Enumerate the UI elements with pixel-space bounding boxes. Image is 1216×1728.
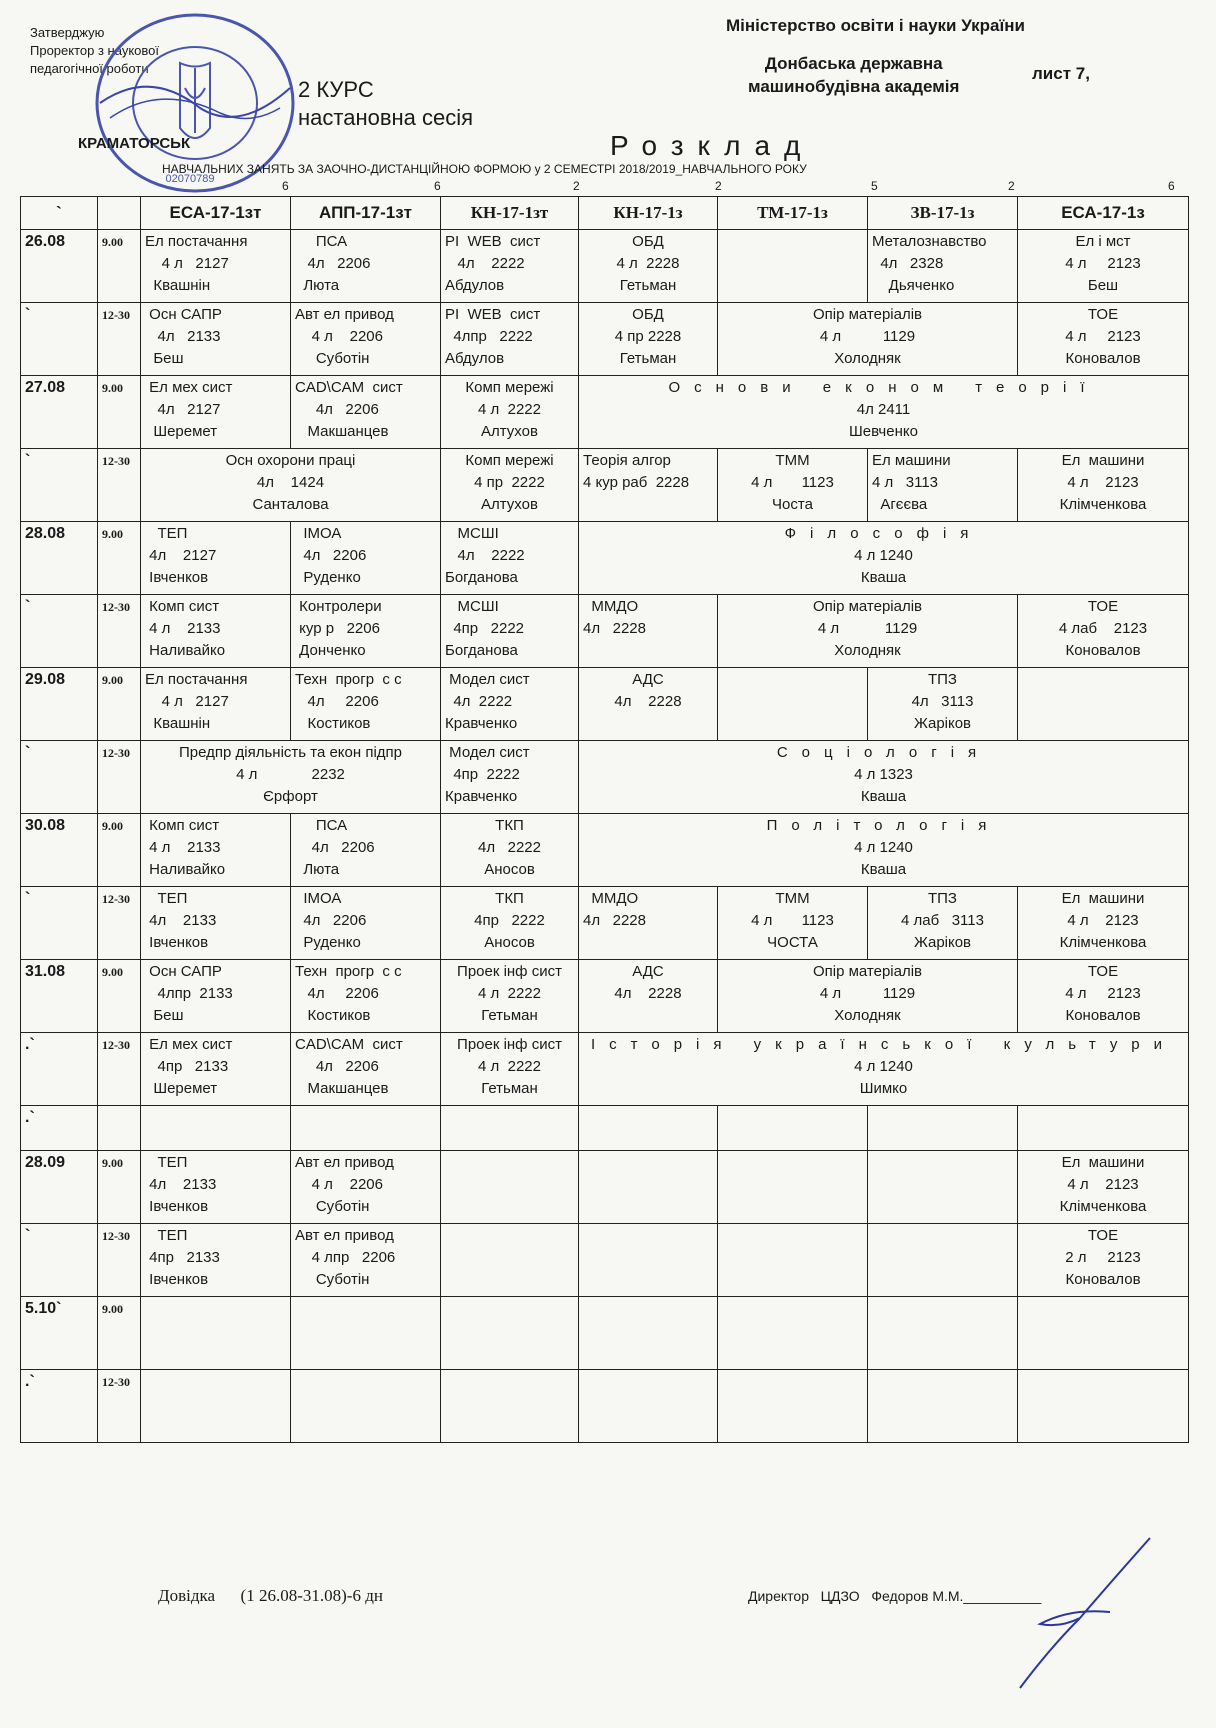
class-cell: Ел і мст 4 л 2123 Беш: [1018, 230, 1189, 303]
class-cell: [579, 1151, 718, 1224]
class-cell: [1018, 1106, 1189, 1151]
joint-class-teacher: Кваша: [860, 788, 907, 805]
class-cell: [718, 1106, 868, 1151]
col-group: ЕСА-17-1з: [1018, 197, 1189, 230]
time-cell: 9.00: [98, 230, 141, 303]
class-cell: [1018, 1370, 1189, 1443]
count: 2: [1008, 179, 1015, 193]
date-cell: 28.08: [21, 522, 98, 595]
approval-line: Затверджую: [30, 25, 105, 40]
class-cell: [1018, 1297, 1189, 1370]
class-cell: [441, 1370, 579, 1443]
class-cell: ТЕП 4пр 2133 Івченков: [141, 1224, 291, 1297]
table-row: [21, 1370, 1189, 1443]
date-cell: 5.10`: [21, 1297, 98, 1370]
class-cell: ТОЕ 2 л 2123 Коновалов: [1018, 1224, 1189, 1297]
date-cell: `: [21, 303, 98, 376]
table-row: [21, 230, 1189, 303]
class-cell: Ел машини 4 л 2123 Клімченкова: [1018, 887, 1189, 960]
class-cell: [291, 1370, 441, 1443]
joint-class-detail: 4 л 1240: [854, 1058, 913, 1075]
class-cell: ТОЕ 4 л 2123 Коновалов: [1018, 303, 1189, 376]
class-cell: Ел машини 4 л 2123 Клімченкова: [1018, 1151, 1189, 1224]
table-row: [21, 1297, 1189, 1370]
date-cell: 27.08: [21, 376, 98, 449]
time-cell: 9.00: [98, 668, 141, 741]
joint-class-title: Філософія: [784, 525, 983, 542]
col-group: ТМ-17-1з: [718, 197, 868, 230]
table-row: [21, 1151, 1189, 1224]
joint-class-cell: [579, 376, 1189, 449]
class-cell: ТЕП 4л 2127 Івченков: [141, 522, 291, 595]
col-group: АПП-17-1зт: [291, 197, 441, 230]
approval-line: Проректор з наукової: [30, 43, 159, 58]
joint-class-cell: [579, 814, 1189, 887]
academy-label: [748, 52, 959, 98]
class-cell: Проек інф сист 4 л 2222 Гетьман: [441, 960, 579, 1033]
class-cell: [291, 1106, 441, 1151]
class-cell: Ел постачання 4 л 2127 Квашнін: [141, 668, 291, 741]
class-cell: Модел сист 4л 2222 Кравченко: [441, 668, 579, 741]
time-cell: 12-30: [98, 741, 141, 814]
col-group: КН-17-1зт: [441, 197, 579, 230]
date-cell: 26.08: [21, 230, 98, 303]
class-cell: РІ WEB сист 4л 2222 Абдулов: [441, 230, 579, 303]
class-cell: Металознавство 4л 2328 Дьяченко: [868, 230, 1018, 303]
joint-class-teacher: Шимко: [859, 1080, 908, 1097]
class-cell: [868, 1151, 1018, 1224]
class-cell: Комп мережі 4 л 2222 Алтухов: [441, 376, 579, 449]
joint-class-teacher: Кваша: [860, 569, 907, 586]
class-cell: [868, 1106, 1018, 1151]
class-cell: [1018, 668, 1189, 741]
count: 5: [871, 179, 878, 193]
col-group: КН-17-1з: [579, 197, 718, 230]
class-cell: [718, 1224, 868, 1297]
joint-class-teacher: Кваша: [860, 861, 907, 878]
class-cell: ММДО 4л 2228: [579, 887, 718, 960]
class-cell: Ел мех сист 4пр 2133 Шеремет: [141, 1033, 291, 1106]
academy-line: машинобудівна академія: [748, 77, 960, 96]
class-cell: Комп сист 4 л 2133 Наливайко: [141, 595, 291, 668]
class-cell: ТММ 4 л 1123 ЧОСТА: [718, 887, 868, 960]
joint-class-detail: 4 л 1240: [854, 839, 913, 856]
time-cell: 9.00: [98, 814, 141, 887]
table-row: [21, 814, 1189, 887]
class-cell: [718, 1151, 868, 1224]
class-cell: [441, 1151, 579, 1224]
date-cell: .`: [21, 1106, 98, 1151]
table-row: [21, 595, 1189, 668]
class-cell: ММДО 4л 2228: [579, 595, 718, 668]
time-cell: 12-30: [98, 887, 141, 960]
class-cell: ТКП 4л 2222 Аносов: [441, 814, 579, 887]
class-cell: ТЕП 4л 2133 Івченков: [141, 887, 291, 960]
table-row: [21, 887, 1189, 960]
class-cell: Авт ел привод 4 л 2206 Суботін: [291, 303, 441, 376]
class-cell: [718, 1297, 868, 1370]
class-cell: Ел постачання 4 л 2127 Квашнін: [141, 230, 291, 303]
date-cell: 31.08: [21, 960, 98, 1033]
class-cell: АДС 4л 2228: [579, 668, 718, 741]
class-cell: Опір матеріалів 4 л 1129 Холодняк: [718, 595, 1018, 668]
course-info: [298, 76, 473, 132]
class-cell: Комп мережі 4 пр 2222 Алтухов: [441, 449, 579, 522]
class-cell: Ел машини 4 л 3113 Агєєва: [868, 449, 1018, 522]
class-cell: ТММ 4 л 1123 Чоста: [718, 449, 868, 522]
class-cell: Предпр діяльність та екон підпр 4 л 2232 Єрфорт: [141, 741, 441, 814]
col-group: ЕСА-17-1зт: [141, 197, 291, 230]
count: 2: [715, 179, 722, 193]
class-cell: [718, 668, 868, 741]
time-cell: 9.00: [98, 1151, 141, 1224]
class-cell: [579, 1297, 718, 1370]
class-cell: Комп сист 4 л 2133 Наливайко: [141, 814, 291, 887]
time-cell: 9.00: [98, 376, 141, 449]
class-cell: ТКП 4пр 2222 Аносов: [441, 887, 579, 960]
footnote: Довідка (1 26.08-31.08)-6 дн: [158, 1586, 383, 1605]
class-cell: Авт ел привод 4 л 2206 Суботін: [291, 1151, 441, 1224]
joint-class-detail: 4 л 1240: [854, 547, 913, 564]
table-row: [21, 303, 1189, 376]
class-cell: Опір матеріалів 4 л 1129 Холодняк: [718, 960, 1018, 1033]
class-cell: ОБД 4 пр 2228 Гетьман: [579, 303, 718, 376]
class-cell: [141, 1106, 291, 1151]
date-cell: 28.09: [21, 1151, 98, 1224]
class-cell: [441, 1297, 579, 1370]
col-group: ЗВ-17-1з: [868, 197, 1018, 230]
time-cell: [98, 1106, 141, 1151]
count: 6: [1168, 179, 1175, 193]
class-cell: [718, 230, 868, 303]
class-cell: [579, 1106, 718, 1151]
joint-class-cell: [579, 522, 1189, 595]
class-cell: ТОЕ 4 лаб 2123 Коновалов: [1018, 595, 1189, 668]
class-cell: РІ WEB сист 4лпр 2222 Абдулов: [441, 303, 579, 376]
class-cell: [441, 1224, 579, 1297]
schedule-table: [20, 196, 1189, 1443]
class-cell: АДС 4л 2228: [579, 960, 718, 1033]
class-cell: ІМОА 4л 2206 Руденко: [291, 887, 441, 960]
date-cell: 29.08: [21, 668, 98, 741]
class-cell: ПСА 4л 2206 Люта: [291, 814, 441, 887]
class-cell: [868, 1297, 1018, 1370]
time-cell: 9.00: [98, 1297, 141, 1370]
joint-class-detail: 4 л 1323: [854, 766, 913, 783]
time-cell: 12-30: [98, 449, 141, 522]
student-counts: [0, 179, 1216, 195]
class-cell: ТПЗ 4 лаб 3113 Жаріков: [868, 887, 1018, 960]
joint-class-title: Політологія: [766, 817, 1001, 834]
class-cell: Техн прогр с с 4л 2206 Костиков: [291, 960, 441, 1033]
class-cell: Осн САПР 4л 2133 Беш: [141, 303, 291, 376]
class-cell: ПСА 4л 2206 Люта: [291, 230, 441, 303]
table-row: [21, 1224, 1189, 1297]
class-cell: ТПЗ 4л 3113 Жаріков: [868, 668, 1018, 741]
signature-mark: [1010, 1528, 1170, 1698]
table-row: [21, 449, 1189, 522]
joint-class-title: Основи економ теорії: [668, 379, 1099, 396]
time-cell: 12-30: [98, 1033, 141, 1106]
class-cell: Осн САПР 4лпр 2133 Беш: [141, 960, 291, 1033]
col-date: `: [21, 197, 98, 230]
class-cell: Модел сист 4пр 2222 Кравченко: [441, 741, 579, 814]
joint-class-title: Історія української культури: [591, 1036, 1176, 1053]
table-row: [21, 1033, 1189, 1106]
table-row: [21, 1106, 1189, 1151]
table-row: [21, 960, 1189, 1033]
class-cell: МСШІ 4пр 2222 Богданова: [441, 595, 579, 668]
class-cell: [579, 1224, 718, 1297]
svg-text:02070789: 02070789: [165, 173, 215, 185]
date-cell: `: [21, 887, 98, 960]
class-cell: Ел машини 4 л 2123 Клімченкова: [1018, 449, 1189, 522]
class-cell: ТЕП 4л 2133 Івченков: [141, 1151, 291, 1224]
count: 6: [434, 179, 441, 193]
class-cell: Осн охорони праці 4л 1424 Санталова: [141, 449, 441, 522]
table-row: [21, 741, 1189, 814]
ministry-label: Міністерство освіти і науки України: [726, 16, 1025, 35]
time-cell: 9.00: [98, 960, 141, 1033]
class-cell: [141, 1297, 291, 1370]
class-cell: Опір матеріалів 4 л 1129 Холодняк: [718, 303, 1018, 376]
sheet-number: лист 7,: [1032, 64, 1090, 83]
class-cell: Проек інф сист 4 л 2222 Гетьман: [441, 1033, 579, 1106]
table-row: [21, 668, 1189, 741]
session-label: настановна сесія: [298, 105, 474, 130]
class-cell: [868, 1370, 1018, 1443]
approval-line: педагогічної роботи: [30, 61, 149, 76]
joint-class-detail: 4л 2411: [856, 401, 911, 418]
class-cell: [141, 1370, 291, 1443]
academy-line: Донбаська державна: [764, 54, 943, 73]
class-cell: [579, 1370, 718, 1443]
director-signature-line: Директор ЦДЗО Федоров М.М.__________: [748, 1588, 1042, 1604]
date-cell: .`: [21, 1033, 98, 1106]
class-cell: CAD\CAM сист 4л 2206 Макшанцев: [291, 376, 441, 449]
class-cell: CAD\CAM сист 4л 2206 Макшанцев: [291, 1033, 441, 1106]
date-cell: `: [21, 595, 98, 668]
time-cell: 12-30: [98, 303, 141, 376]
date-cell: `: [21, 449, 98, 522]
joint-class-cell: [579, 741, 1189, 814]
joint-class-title: Соціологія: [776, 744, 991, 761]
date-cell: `: [21, 741, 98, 814]
class-cell: ІМОА 4л 2206 Руденко: [291, 522, 441, 595]
class-cell: Ел мех сист 4л 2127 Шеремет: [141, 376, 291, 449]
class-cell: Авт ел привод 4 лпр 2206 Суботін: [291, 1224, 441, 1297]
city-label: КРАМАТОРСЬК: [78, 135, 191, 152]
header-row: [21, 197, 1189, 230]
time-cell: 12-30: [98, 1370, 141, 1443]
table-row: [21, 376, 1189, 449]
col-time: [98, 197, 141, 230]
class-cell: Теорія алгор 4 кур раб 2228: [579, 449, 718, 522]
class-cell: ТОЕ 4 л 2123 Коновалов: [1018, 960, 1189, 1033]
time-cell: 12-30: [98, 595, 141, 668]
class-cell: Техн прогр с с 4л 2206 Костиков: [291, 668, 441, 741]
class-cell: [441, 1106, 579, 1151]
class-cell: [868, 1224, 1018, 1297]
class-cell: Контролери кур р 2206 Донченко: [291, 595, 441, 668]
class-cell: ОБД 4 л 2228 Гетьман: [579, 230, 718, 303]
date-cell: `: [21, 1224, 98, 1297]
course-label: 2 КУРС: [298, 77, 374, 102]
schedule-subtitle: НАВЧАЛЬНИХ ЗАНЯТЬ ЗА ЗАОЧНО-ДИСТАНЦІЙНОЮ ФОРМОЮ у 2 СЕМЕСТРІ 2018/2019_НАВЧАЛЬНОГО РОКУ: [162, 162, 807, 176]
date-cell: 30.08: [21, 814, 98, 887]
time-cell: 9.00: [98, 522, 141, 595]
date-cell: .`: [21, 1370, 98, 1443]
table-row: [21, 522, 1189, 595]
joint-class-cell: [579, 1033, 1189, 1106]
count: 6: [282, 179, 289, 193]
schedule-title: Розклад: [610, 130, 815, 161]
class-cell: [718, 1370, 868, 1443]
class-cell: МСШІ 4л 2222 Богданова: [441, 522, 579, 595]
class-cell: [291, 1297, 441, 1370]
joint-class-teacher: Шевченко: [849, 423, 918, 440]
time-cell: 12-30: [98, 1224, 141, 1297]
count: 2: [573, 179, 580, 193]
